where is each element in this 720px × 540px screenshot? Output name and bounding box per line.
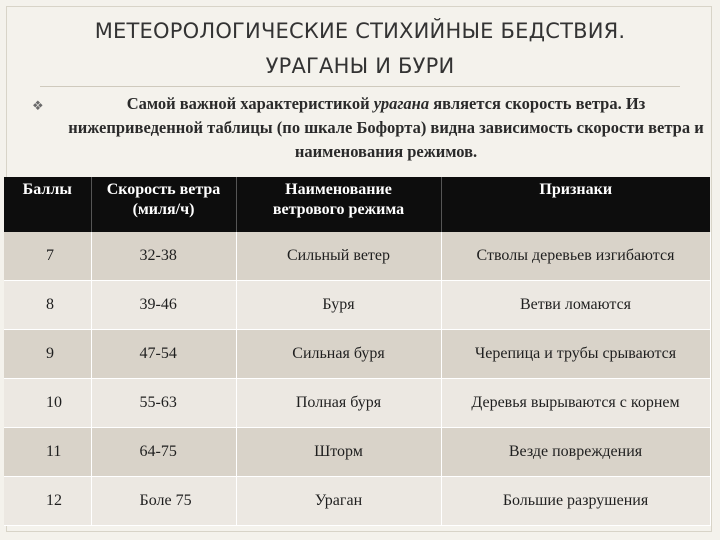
cell-speed: 32-38 [91,232,236,281]
cell-points: 11 [4,428,91,477]
cell-speed: Боле 75 [91,477,236,526]
cell-points: 8 [4,281,91,330]
beaufort-scale-table [4,177,711,526]
title-divider [40,86,680,87]
cell-signs: Черепица и трубы срываются [441,330,710,379]
table-row [4,428,710,477]
cell-speed: 64-75 [91,428,236,477]
cell-regime-name: Сильная буря [236,330,441,379]
table-row [4,379,710,428]
slide-title-line-1: МЕТЕОРОЛОГИЧЕСКИЕ СТИХИЙНЫЕ БЕДСТВИЯ. [94,19,626,43]
header-signs-line-1: Признаки [539,181,613,198]
cell-speed: 47-54 [91,330,236,379]
cell-signs: Деревья вырываются с корнем [441,379,710,428]
diamond-cross-bullet-icon: ❖ [32,98,44,113]
header-points-line-1: Баллы [22,181,72,198]
cell-signs: Стволы деревьев изгибаются [441,232,710,281]
header-wind-speed-line-1: Скорость ветра [106,181,221,198]
cell-signs: Везде повреждения [441,428,710,477]
cell-regime-name: Сильный ветер [236,232,441,281]
cell-regime-name: Шторм [236,428,441,477]
cell-points: 10 [4,379,91,428]
header-regime-name-line-2: ветрового режима [272,201,405,218]
table-row [4,232,710,281]
cell-speed: 55-63 [91,379,236,428]
slide-title [60,14,660,84]
header-regime-name [236,177,441,232]
table-header-row [4,177,710,232]
intro-text-part-1: Самой важной характеристикой [126,94,374,113]
slide-title-line-2: УРАГАНЫ И БУРИ [265,54,455,78]
intro-emphasis: урагана [373,94,430,113]
table-row [4,281,710,330]
header-signs [441,177,710,232]
cell-regime-name: Буря [236,281,441,330]
cell-points: 7 [4,232,91,281]
table-row [4,330,710,379]
cell-regime-name: Ураган [236,477,441,526]
header-points [4,177,91,232]
intro-paragraph [62,92,710,164]
cell-signs: Ветви ломаются [441,281,710,330]
intro-text-part-2: является скорость ветра. Из нижеприведенной таблицы (по шкале Бофорта) видна зависимость скорости ветра и наименования режимов. [68,94,704,161]
header-regime-name-line-1: Наименование [285,181,392,198]
cell-points: 9 [4,330,91,379]
table-row [4,477,710,526]
header-wind-speed [91,177,236,232]
cell-signs: Большие разрушения [441,477,710,526]
cell-points: 12 [4,477,91,526]
cell-regime-name: Полная буря [236,379,441,428]
header-wind-speed-line-2: (миля/ч) [132,201,195,218]
cell-speed: 39-46 [91,281,236,330]
